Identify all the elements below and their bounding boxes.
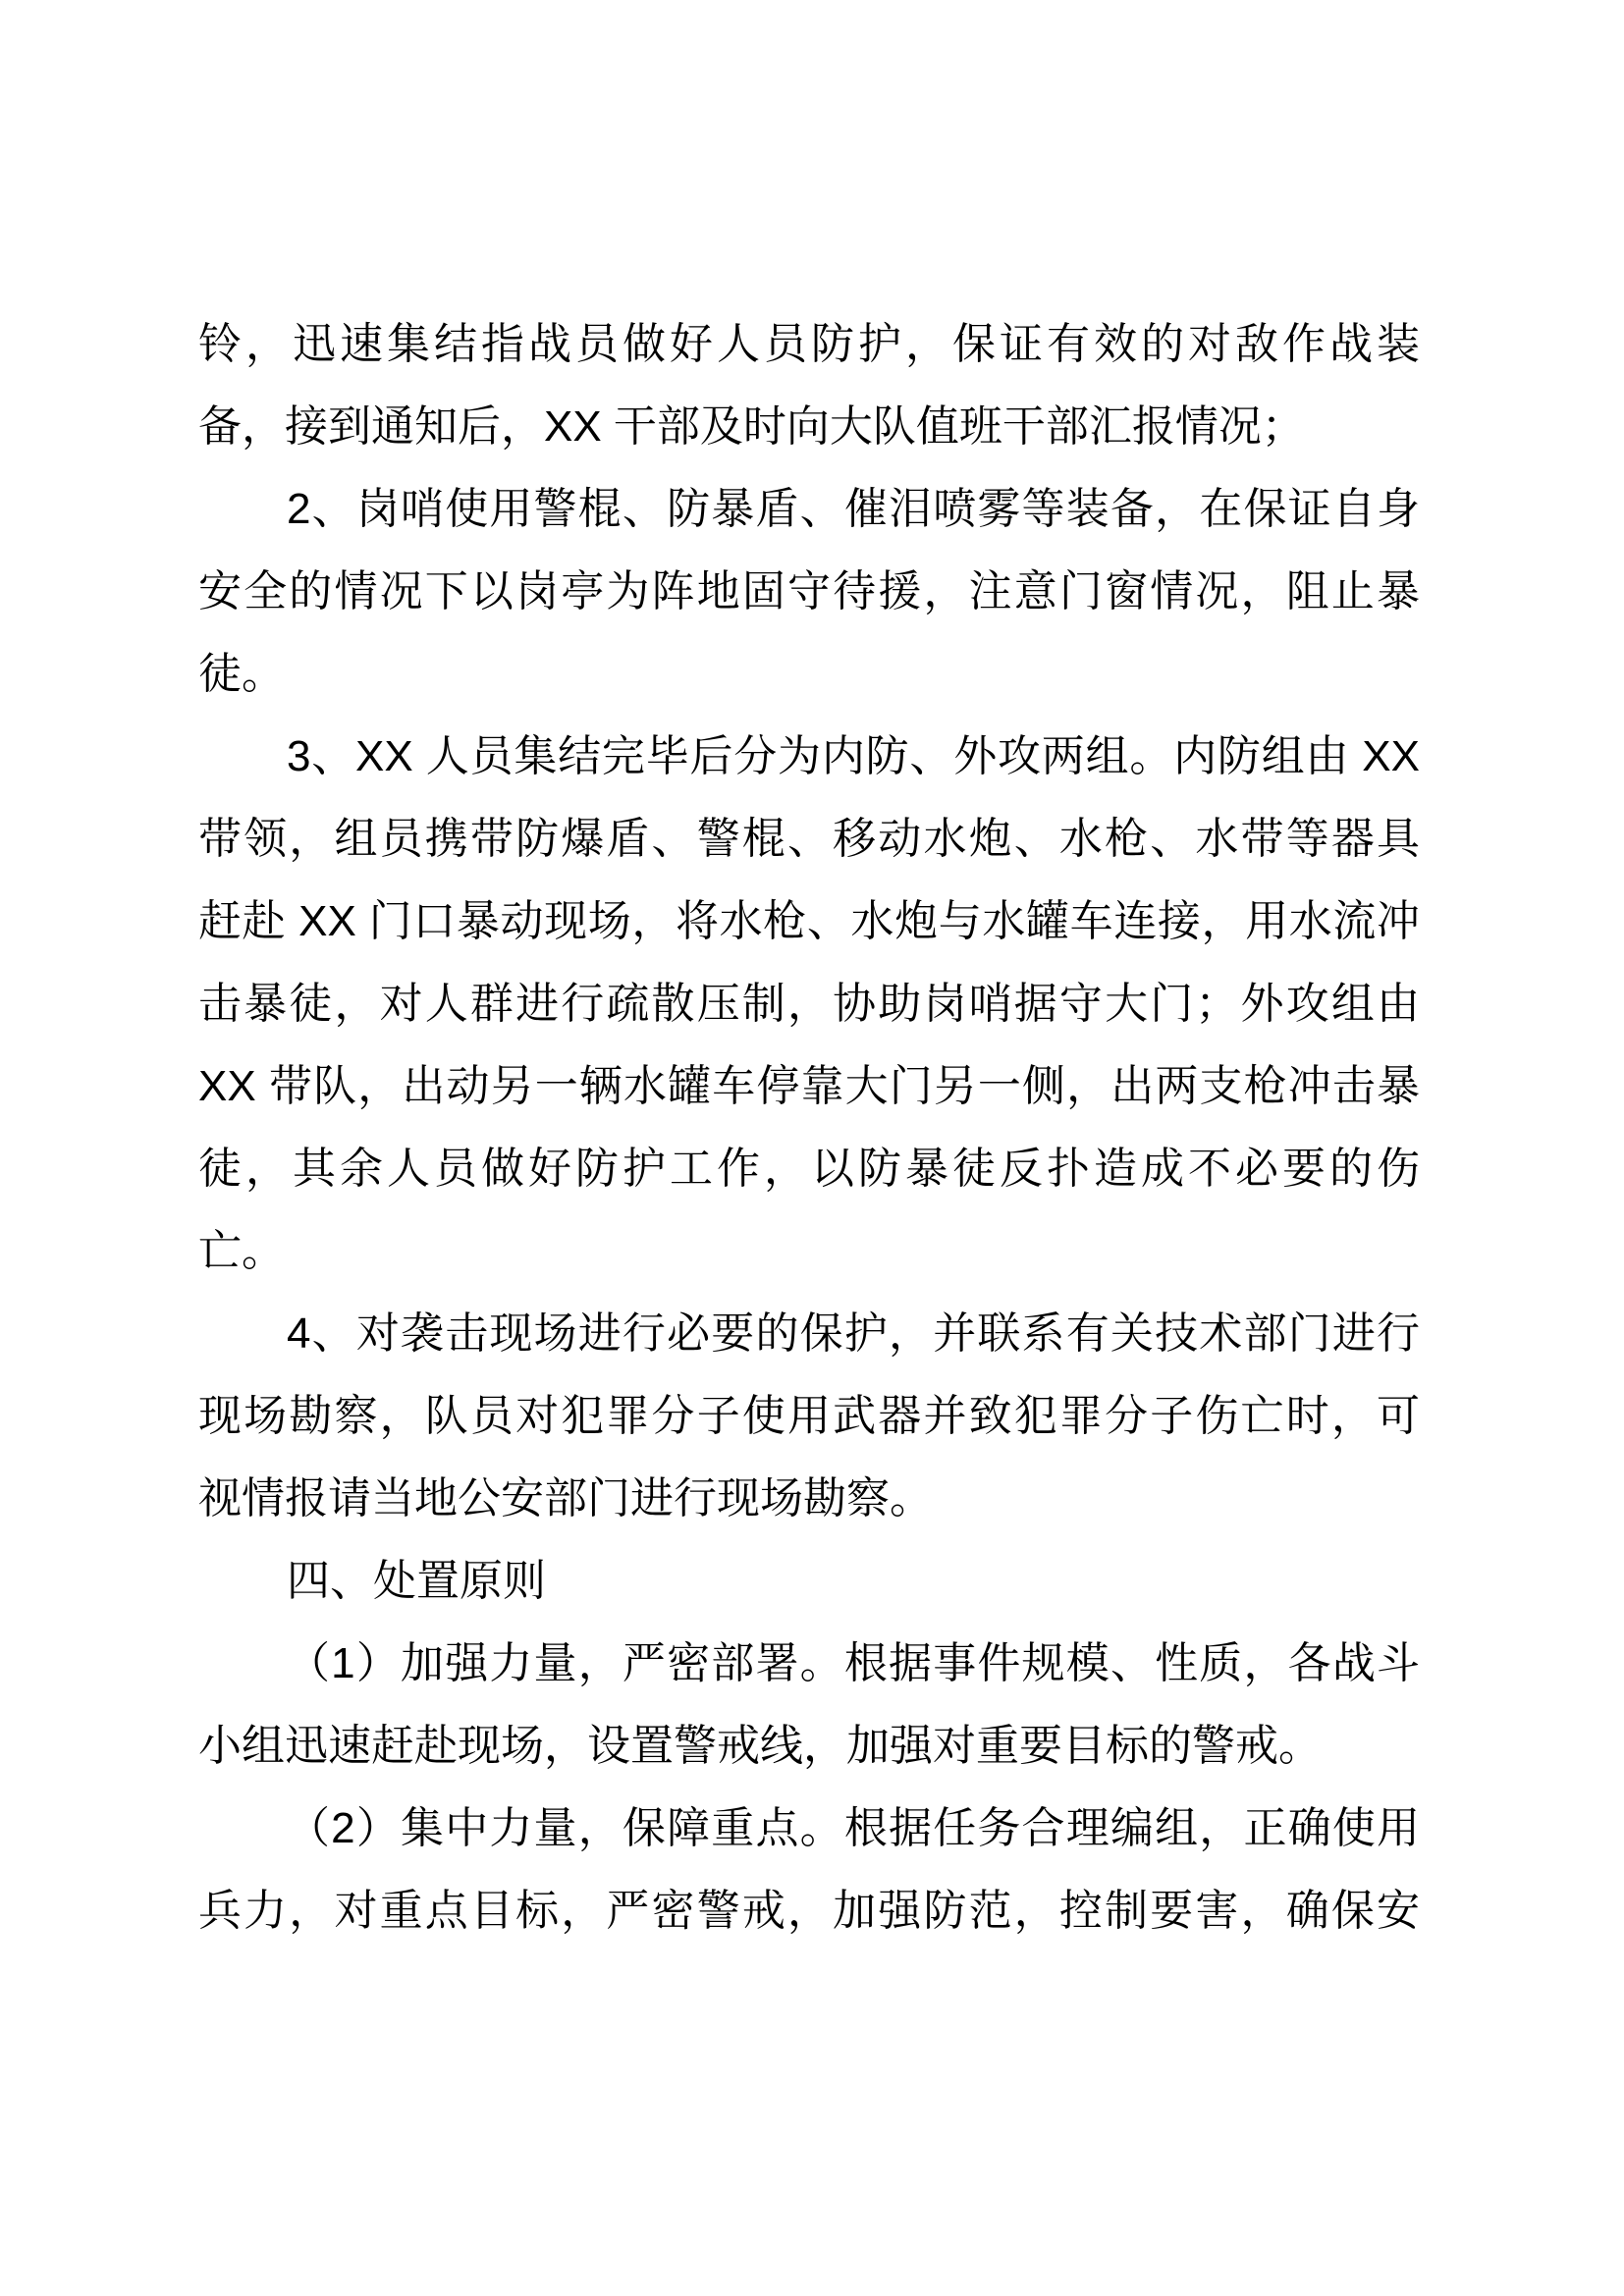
text-line: （2）集中力量，保障重点。根据任务合理编组，正确使用 (287, 1804, 1420, 1852)
text-line: 铃，迅速集结指战员做好人员防护，保证有效的对敌作战装 (198, 320, 1420, 368)
text-line: 带领，组员携带防爆盾、警棍、移动水炮、水枪、水带等器具 (198, 815, 1420, 863)
paragraph (198, 1623, 1420, 1788)
text-line: 徒。 (198, 650, 285, 698)
text-line: 四、处置原则 (287, 1557, 546, 1605)
text-line: 视情报请当地公安部门进行现场勘察。 (198, 1474, 933, 1522)
text-line: 3、XX 人员集结完毕后分为内防、外攻两组。内防组由 XX (287, 732, 1420, 780)
text-line: 备，接到通知后，XX 干部及时向大队值班干部汇报情况； (198, 402, 1305, 451)
paragraph (198, 303, 1420, 468)
text-line: 4、对袭击现场进行必要的保护，并联系有关技术部门进行 (287, 1309, 1420, 1358)
paragraph (198, 1788, 1420, 1952)
text-line: 击暴徒，对人群进行疏散压制，协助岗哨据守大门；外攻组由 (198, 980, 1420, 1028)
document-body (198, 303, 1420, 1952)
text-line: （1）加强力量，严密部署。根据事件规模、性质，各战斗 (287, 1639, 1420, 1687)
text-line: 兵力，对重点目标，严密警戒，加强防范，控制要害，确保安 (198, 1887, 1420, 1935)
paragraph (198, 716, 1420, 1293)
paragraph (198, 468, 1420, 716)
text-line: 安全的情况下以岗亭为阵地固守待援，注意门窗情况，阻止暴 (198, 567, 1420, 615)
text-line: 亡。 (198, 1227, 285, 1275)
text-line: 徒，其余人员做好防护工作，以防暴徒反扑造成不必要的伤 (198, 1145, 1420, 1193)
text-line: 小组迅速赶赴现场，设置警戒线，加强对重要目标的警戒。 (198, 1722, 1322, 1770)
text-line: XX 带队，出动另一辆水罐车停靠大门另一侧，出两支枪冲击暴 (198, 1062, 1420, 1110)
paragraph (198, 1540, 1420, 1623)
text-line: 2、岗哨使用警棍、防暴盾、催泪喷雾等装备，在保证自身 (287, 485, 1420, 533)
text-line: 现场勘察，队员对犯罪分子使用武器并致犯罪分子伤亡时，可 (198, 1392, 1420, 1440)
text-line: 赶赴 XX 门口暴动现场，将水枪、水炮与水罐车连接，用水流冲 (198, 897, 1420, 945)
paragraph (198, 1293, 1420, 1540)
